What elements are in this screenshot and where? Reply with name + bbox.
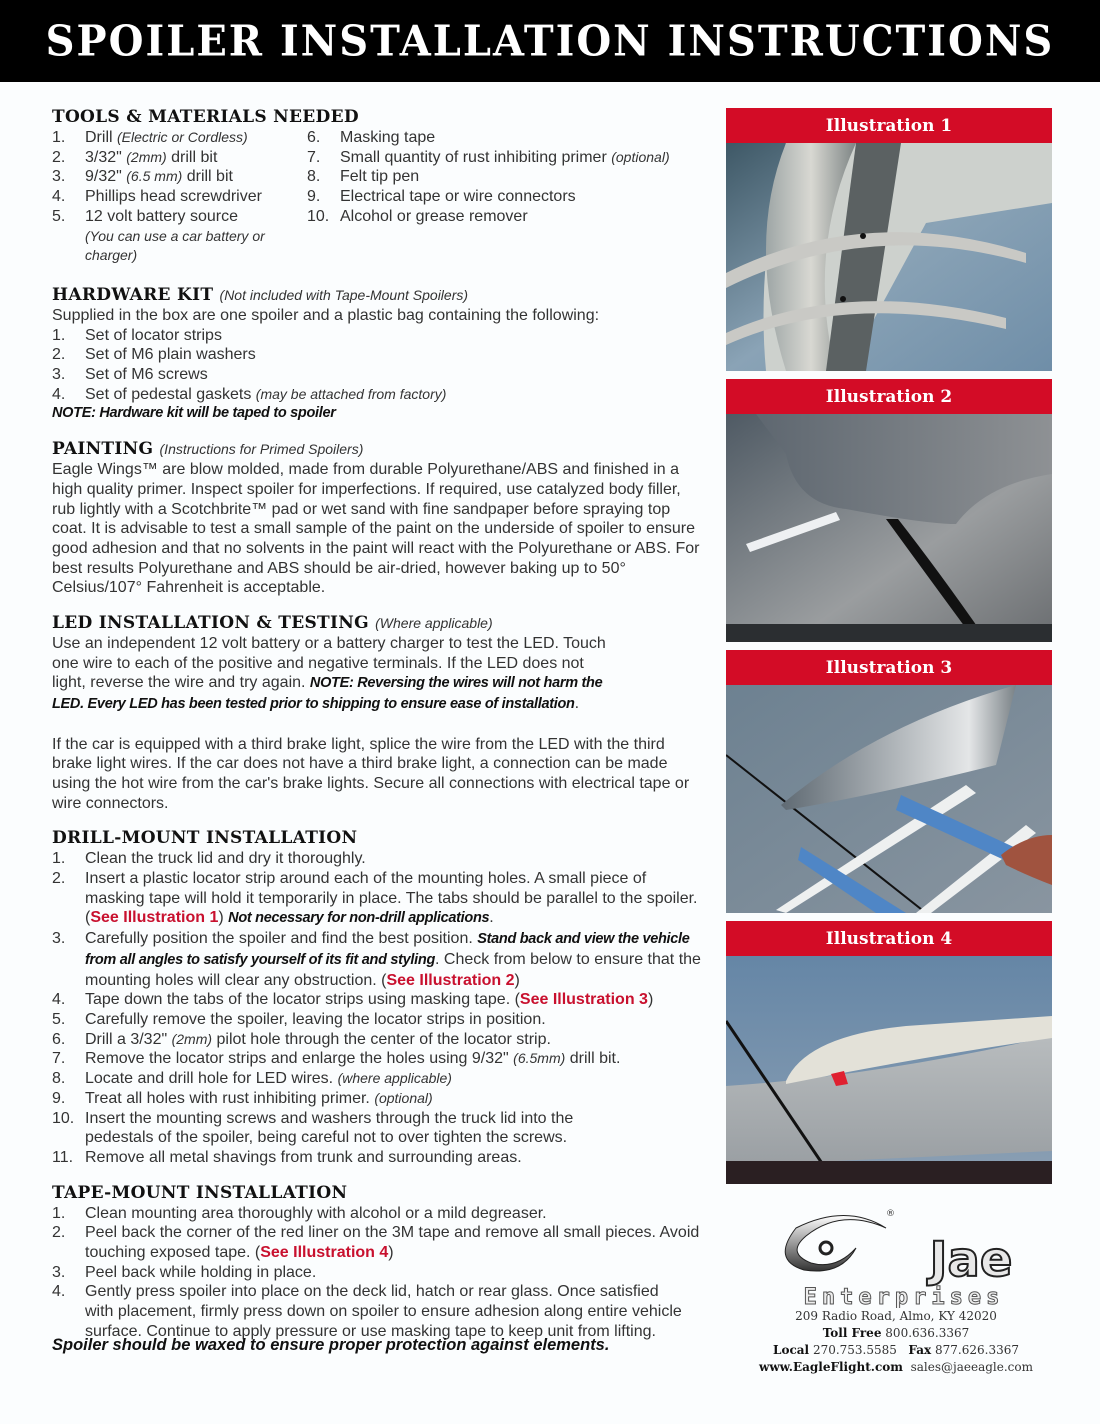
page-title: SPOILER INSTALLATION INSTRUCTIONS: [45, 16, 1055, 66]
illustration-2: [726, 379, 1052, 642]
section-heading: PAINTING (Instructions for Primed Spoilers): [52, 439, 364, 460]
list-item: 1. Drill (Electric or Cordless): [52, 129, 248, 146]
illustration-1-photo: [726, 143, 1052, 371]
hardware-note: NOTE: Hardware kit will be taped to spoiler: [52, 405, 336, 422]
swirl-icon: [785, 1216, 886, 1272]
illustration-4: [726, 921, 1052, 1184]
illustrations-column: [726, 108, 1052, 1192]
step: 6. Drill a 3/32" (2mm) pilot hole through the center of the locator strip.: [52, 1030, 551, 1048]
led-paragraph-2: If the car is equipped with a third brake light, splice the wire from the LED with the third brake light wires. If the car does not have a third brake light, a connection can be made using the hot wire from the car's brake lights. Secure all connections with electrical tape or wire connectors.: [52, 735, 690, 812]
list-note: (You can use a car battery or charger): [85, 227, 265, 264]
illustration-label: Illustration 2: [726, 379, 1052, 414]
illustration-2-photo: [726, 414, 1052, 642]
list-item: 3. Set of M6 screws: [52, 366, 208, 384]
list-item: 5. 12 volt battery source: [52, 207, 238, 225]
step: 1. Clean the truck lid and dry it thoroughly.: [52, 850, 366, 868]
list-item: 2. 3/32" (2mm) drill bit: [52, 148, 218, 166]
led-paragraph-1: Use an independent 12 volt battery or a battery charger to test the LED. Touch one wire to each of the positive and negative terminals. If the LED does not light, reverse the wire and try again. NOTE: Reversing the wires will not harm the LED. Every LED has been tested prior to shipping to ensure ease of installation.: [52, 635, 606, 713]
company-address: 209 Radio Road, Almo, KY 42020: [795, 1309, 997, 1323]
step: 4. Gently press spoiler into place on the deck lid, hatch or rear glass. Once satisfied with placement, firmly press down on spoiler to ensure adhesion along entire vehicle surface. Continue to apply pressure or use masking tape to keep unit from lifting.: [52, 1283, 682, 1340]
illustration-4-link[interactable]: See Illustration 4: [260, 1244, 389, 1262]
tools-list-1: [52, 128, 307, 266]
section-heading: TAPE-MOUNT INSTALLATION: [52, 1182, 348, 1203]
svg-text:®: ®: [886, 1209, 895, 1219]
step: 10. Insert the mounting screws and washers through the truck lid into the pedestals of the spoiler, being careful not to over tighten the screws.: [52, 1109, 574, 1147]
email-link[interactable]: sales@jaeeagle.com: [910, 1360, 1033, 1374]
toll-free-line: Toll Free 800.636.3367: [822, 1326, 970, 1340]
step: 2. Insert a plastic locator strip around each of the mounting holes. A small piece of masking tape will hold it temporarily in place. The tabs should be parallel to the spoiler. (See Illustration 1) Not necessary for non-drill applications.: [52, 870, 698, 927]
step: 3. Peel back while holding in place.: [52, 1263, 317, 1281]
tools-list-2: [307, 128, 670, 266]
waxing-note: Spoiler should be waxed to ensure proper protection against elements.: [52, 1336, 610, 1354]
svg-text:Jae: Jae: [929, 1232, 1013, 1288]
illustration-1-link[interactable]: See Illustration 1: [90, 909, 219, 927]
list-item: 9. Electrical tape or wire connectors: [307, 188, 576, 206]
list-item: 1. Set of locator strips: [52, 326, 222, 344]
list-item: 2. Set of M6 plain washers: [52, 346, 256, 364]
drill-mount-section: [52, 827, 702, 1167]
step: 4. Tape down the tabs of the locator strips using masking tape. (See Illustration 3): [52, 991, 654, 1009]
illustration-3-photo: [726, 685, 1052, 913]
instructions-column: [52, 106, 702, 1356]
step: 3. Carefully position the spoiler and find the best position. Stand back and view the vehicle from all angles to satisfy yourself of its fit and styling. Check from below to ensure that the mounting holes will clear any obstruction. (See Illustration 2): [52, 930, 701, 989]
section-heading: LED INSTALLATION & TESTING (Where applicable): [52, 613, 493, 634]
section-heading: HARDWARE KIT (Not included with Tape-Mount Spoilers): [52, 284, 469, 305]
local-fax-line: Local 270.753.5585 Fax 877.626.3367: [773, 1343, 1019, 1357]
hardware-intro: Supplied in the box are one spoiler and a plastic bag containing the following:: [52, 306, 600, 324]
tape-mount-section: [52, 1182, 702, 1342]
company-block: [726, 1198, 1066, 1376]
illustration-label: Illustration 4: [726, 921, 1052, 956]
illustration-label: Illustration 3: [726, 650, 1052, 685]
illustration-2-link[interactable]: See Illustration 2: [386, 971, 515, 989]
led-section: [52, 612, 702, 813]
list-item: 4. Phillips head screwdriver: [52, 188, 262, 206]
illustration-3: [726, 650, 1052, 913]
list-item: 10. Alcohol or grease remover: [307, 207, 528, 225]
svg-text:Enterprises: Enterprises: [803, 1285, 1005, 1308]
section-heading: DRILL-MOUNT INSTALLATION: [52, 828, 358, 849]
hardware-section: [52, 284, 702, 424]
list-item: 4. Set of pedestal gaskets (may be attached from factory): [52, 385, 447, 403]
step: 5. Carefully remove the spoiler, leaving the locator strips in position.: [52, 1011, 546, 1028]
step: 9. Treat all holes with rust inhibiting primer. (optional): [52, 1089, 433, 1107]
step: 1. Clean mounting area thoroughly with alcohol or a mild degreaser.: [52, 1204, 547, 1222]
painting-section: [52, 438, 702, 598]
step: 7. Remove the locator strips and enlarge the holes using 9/32" (6.5mm) drill bit.: [52, 1050, 621, 1068]
jae-logo: [726, 1198, 1066, 1308]
illustration-4-photo: [726, 956, 1052, 1184]
list-item: 8. Felt tip pen: [307, 168, 420, 186]
website-link[interactable]: www.EagleFlight.com: [759, 1360, 903, 1374]
section-heading: TOOLS & MATERIALS NEEDED: [52, 107, 359, 127]
illustration-1: [726, 108, 1052, 371]
web-email-line: [726, 1359, 1066, 1376]
list-item: 6. Masking tape: [307, 129, 436, 146]
step: 8. Locate and drill hole for LED wires. (where applicable): [52, 1070, 452, 1088]
title-banner: [0, 0, 1100, 82]
list-item: 3. 9/32" (6.5 mm) drill bit: [52, 168, 233, 186]
painting-body: Eagle Wings™ are blow molded, made from durable Polyurethane/ABS and finished in a high quality primer. Inspect spoiler for imperfections. If required, use catalyzed body filler, rub lightly with a Scotchbrite™ pad or wet sand with fine sandpaper before spraying top coat. It is advisable to test a small sample of the paint on the underside of spoiler to ensure good adhesion and that no solvents in the paint will react with the Polyurethane or ABS. For best results Polyurethane and ABS should be air-dried, however baking up to 50° Celsius/107° Fahrenheit is acceptable.: [52, 461, 700, 597]
step: 2. Peel back the corner of the red liner on the 3M tape and remove all small pieces. Avoid touching exposed tape. (See Illustration 4): [52, 1224, 700, 1262]
illustration-3-link[interactable]: See Illustration 3: [519, 991, 648, 1009]
list-item: 7. Small quantity of rust inhibiting primer (optional): [307, 148, 670, 166]
illustration-label: Illustration 1: [726, 108, 1052, 143]
tools-section: [52, 106, 702, 266]
step: 11. Remove all metal shavings from trunk and surrounding areas.: [52, 1148, 522, 1166]
